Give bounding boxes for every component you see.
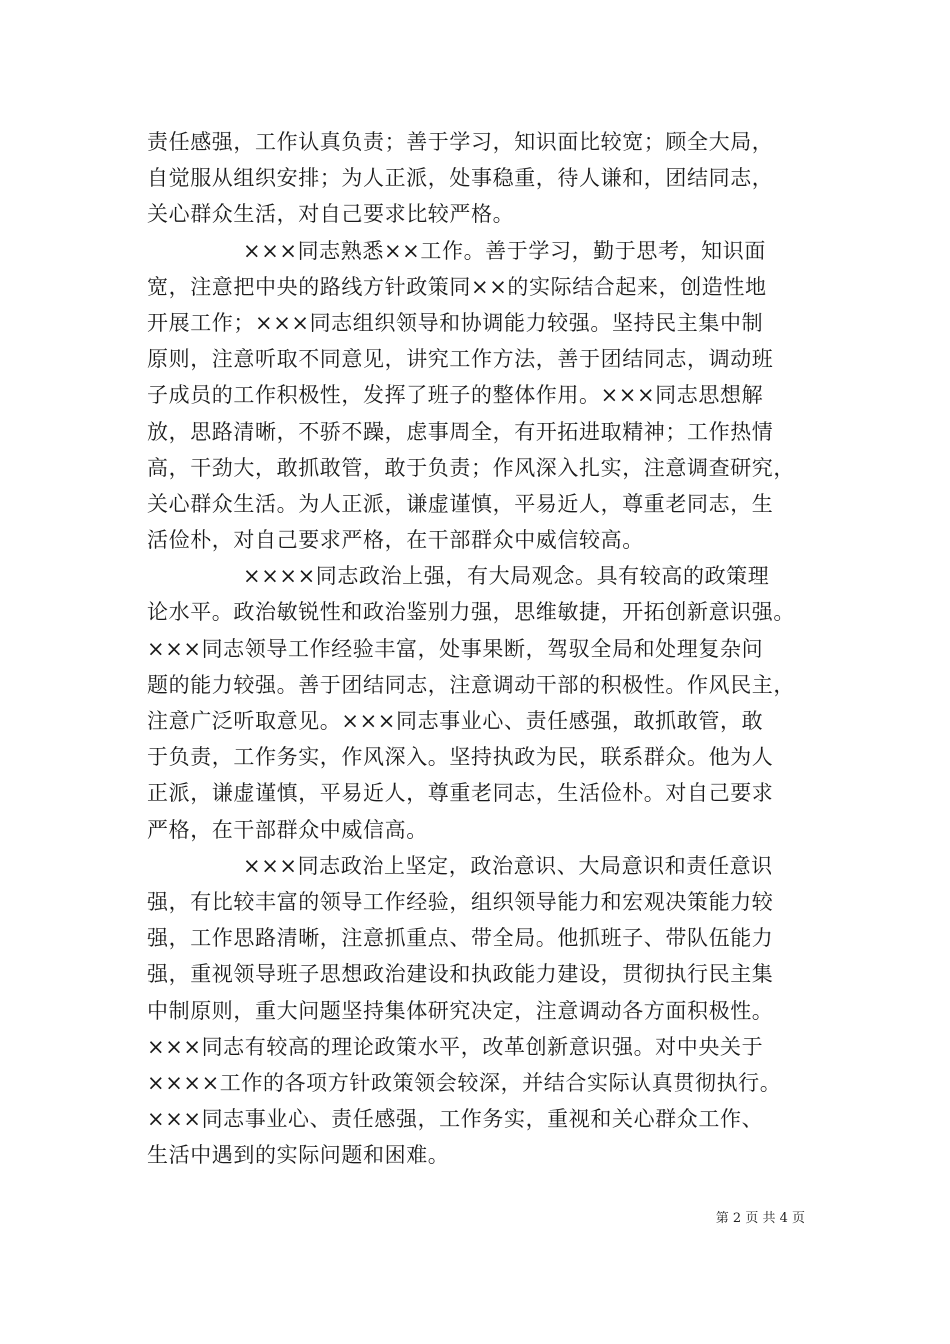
- text-line: 于负责，工作务实，作风深入。坚持执政为民，联系群众。他为人: [147, 745, 774, 770]
- text-line: ×××同志政治上坚定，政治意识、大局意识和责任意识: [243, 853, 773, 878]
- paragraph-2: [147, 233, 819, 559]
- paragraph-4: [147, 848, 819, 1174]
- text-line: 活俭朴，对自己要求严格，在干部群众中威信较高。: [147, 528, 644, 553]
- text-line: ×××同志领导工作经验丰富，处事果断，驾驭全局和处理复杂问: [147, 636, 764, 661]
- text-line: ×××同志事业心、责任感强，工作务实，重视和关心群众工作、: [147, 1107, 764, 1132]
- text-line: 正派，谦虚谨慎，平易近人，尊重老同志，生活俭朴。对自己要求: [147, 781, 774, 806]
- text-line: 强，重视领导班子思想政治建设和执政能力建设，贯彻执行民主集: [147, 962, 774, 987]
- text-line: 宽，注意把中央的路线方针政策同××的实际结合起来，创造性地: [147, 274, 767, 299]
- text-line: 关心群众生活。为人正派，谦虚谨慎，平易近人，尊重老同志，生: [147, 491, 774, 516]
- text-line: ×××同志熟悉××工作。善于学习，勤于思考，知识面: [243, 238, 766, 263]
- text-line: 责任感强，工作认真负责；善于学习，知识面比较宽；顾全大局，: [147, 130, 774, 154]
- text-line: ××××同志政治上强，有大局观念。具有较高的政策理: [243, 564, 770, 589]
- text-line: 自觉服从组织安排；为人正派，处事稳重，待人谦和，团结同志，: [147, 166, 774, 191]
- text-line: 高，干劲大，敢抓敢管，敢于负责；作风深入扎实，注意调查研究，: [147, 455, 795, 480]
- text-line: 论水平。政治敏锐性和政治鉴别力强，思维敏捷，开拓创新意识强。: [147, 600, 795, 625]
- text-line: ××××工作的各项方针政策领会较深，并结合实际认真贯彻执行。: [147, 1070, 782, 1095]
- text-line: 子成员的工作积极性，发挥了班子的整体作用。×××同志思想解: [147, 383, 764, 408]
- text-line: 强，工作思路清晰，注意抓重点、带全局。他抓班子、带队伍能力: [147, 926, 774, 951]
- text-line: 题的能力较强。善于团结同志，注意调动干部的积极性。作风民主，: [147, 672, 795, 697]
- text-line: 注意广泛听取意见。×××同志事业心、责任感强，敢抓敢管，敢: [147, 709, 764, 733]
- text-line: 严格，在干部群众中威信高。: [147, 817, 428, 842]
- text-line: 生活中遇到的实际问题和困难。: [147, 1143, 450, 1168]
- page-number: 第 2 页 共 4 页: [715, 1211, 805, 1226]
- text-line: 强，有比较丰富的领导工作经验，组织领导能力和宏观决策能力较: [147, 889, 774, 914]
- text-line: 关心群众生活，对自己要求比较严格。: [147, 202, 515, 227]
- paragraph-1: [147, 124, 819, 233]
- paragraph-3: [147, 558, 819, 848]
- text-line: 原则，注意听取不同意见，讲究工作方法，善于团结同志，调动班: [147, 347, 774, 372]
- text-line: 开展工作；×××同志组织领导和协调能力较强。坚持民主集中制: [147, 310, 764, 335]
- document-body: [147, 124, 819, 1173]
- text-line: 放，思路清晰，不骄不躁，虑事周全，有开拓进取精神；工作热情: [147, 419, 774, 444]
- text-line: 中制原则，重大问题坚持集体研究决定，注意调动各方面积极性。: [147, 998, 774, 1023]
- text-line: ×××同志有较高的理论政策水平，改革创新意识强。对中央关于: [147, 1034, 764, 1059]
